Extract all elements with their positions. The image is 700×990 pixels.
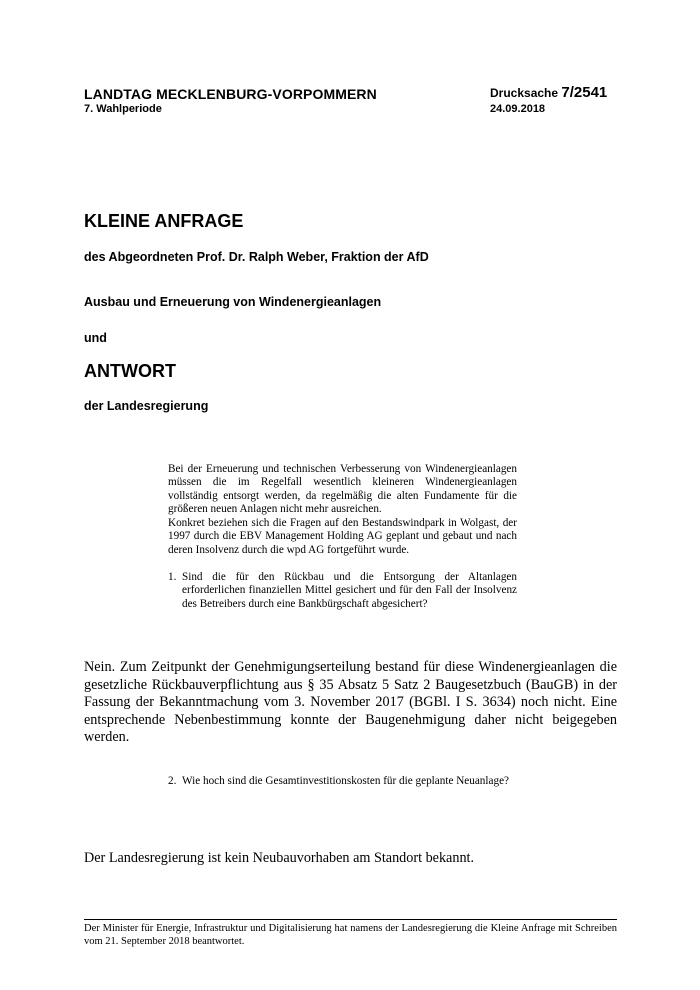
document-reference — [490, 84, 607, 102]
connector-word: und — [84, 331, 107, 345]
answer-paragraph: Der Landesregierung ist kein Neubauvorhaben am Standort bekannt. — [84, 850, 475, 866]
answer-type-heading: ANTWORT — [84, 361, 176, 381]
inquiry-type-heading: KLEINE ANFRAGE — [84, 211, 244, 231]
footer-note: Der Minister für Energie, Infrastruktur und Digitalisierung hat namens der Landesregierung die Kleine Anfrage mit Schreiben vom 21. September 2018 beantwortet. — [84, 923, 617, 947]
preamble-paragraph: Bei der Erneuerung und technischen Verbesserung von Windenergieanlagen müssen die im Regelfall wesentlich kleineren Windenergieanlagen vollständig entsorgt werden, da regelmäßig die alten Fundamente für die größeren neuen Anlagen nicht mehr ausreichen. — [168, 463, 517, 516]
question-number: 1. — [168, 571, 177, 583]
document-label: Drucksache — [490, 86, 562, 100]
question-item — [168, 571, 517, 611]
respondent-line: der Landesregierung — [84, 399, 209, 413]
topic-heading: Ausbau und Erneuerung von Windenergieanlagen — [84, 295, 382, 309]
footer-divider — [84, 919, 617, 920]
question-text: Wie hoch sind die Gesamtinvestitionskosten für die geplante Neuanlage? — [182, 775, 509, 787]
question-number: 2. — [168, 775, 177, 787]
parliament-name: LANDTAG MECKLENBURG-VORPOMMERN — [84, 86, 377, 102]
question-item — [168, 775, 517, 788]
legislative-period: 7. Wahlperiode — [84, 103, 162, 115]
question-text: Sind die für den Rückbau und die Entsorgung der Altanlagen erforderlichen finanziellen Mittel gesichert und für den Fall der Insolvenz des Betreibers durch eine Bankbürgschaft abgesichert? — [182, 571, 517, 610]
member-line: des Abgeordneten Prof. Dr. Ralph Weber, Fraktion der AfD — [84, 250, 429, 264]
document-number: 7/2541 — [561, 84, 608, 101]
document-date: 24.09.2018 — [490, 103, 546, 115]
preamble-paragraph: Konkret beziehen sich die Fragen auf den Bestandswindpark in Wolgast, der 1997 durch die EBV Management Holding AG geplant und gebaut und nach deren Insolvenz durch die wpd AG fortgeführt wurde. — [168, 517, 517, 556]
answer-paragraph: Nein. Zum Zeitpunkt der Genehmigungserteilung bestand für diese Windenergieanlagen die gesetzliche Rückbauverpflichtung aus § 35 Absatz 5 Satz 2 Baugesetzbuch (BauGB) in der Fassung der Bekanntmachung vom 3. November 2017 (BGBl. I S. 3634) noch nicht. Eine entsprechende Nebenbestimmung konnte der Baugenehmigung daher nicht beigegeben werden. — [84, 659, 617, 746]
